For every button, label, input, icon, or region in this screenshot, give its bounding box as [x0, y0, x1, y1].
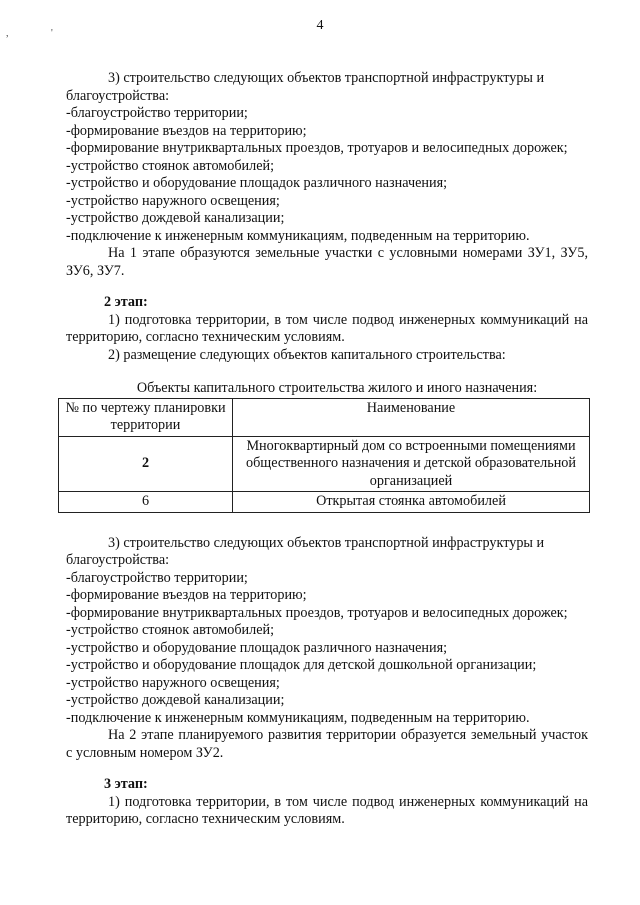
table-caption: Объекты капитального строительства жилого и иного назначения:	[136, 380, 538, 396]
block1-item: -устройство наружного освещения;	[66, 192, 280, 209]
block1-item: -формирование внутриквартальных проездов, тротуаров и велосипедных дорожек;	[66, 140, 568, 156]
block2-item: -устройство дождевой канализации;	[66, 692, 285, 708]
block2-item: -подключение к инженерным коммуникациям, подведенным на территорию.	[66, 709, 530, 726]
block2-item: -формирование внутриквартальных проездов, тротуаров и велосипедных дорожек;	[66, 604, 568, 621]
stage2-paragraph-1: 1) подготовка территории, в том числе подвод инженерных коммуникаций на территорию, согласно техническим условиям.	[66, 311, 588, 345]
table-cell-name: Открытая стоянка автомобилей	[233, 492, 590, 513]
table-row	[59, 436, 590, 492]
block2-item: -устройство наружного освещения;	[66, 674, 280, 691]
block2-item: -устройство стоянок автомобилей;	[66, 622, 275, 638]
table-cell-number: 6	[59, 492, 233, 513]
page-number: 4	[316, 18, 324, 33]
block1-item: -устройство стоянок автомобилей;	[66, 157, 275, 174]
stage2-title: 2 этап:	[104, 294, 148, 310]
objects-table	[58, 398, 590, 513]
block1-item: -устройство дождевой канализации;	[66, 210, 285, 226]
table-row	[59, 492, 590, 513]
block1-item: -устройство и оборудование площадок различного назначения;	[66, 175, 448, 191]
stage3-title: 3 этап:	[104, 776, 148, 792]
stage2-paragraph-2: 2) размещение следующих объектов капитального строительства:	[108, 346, 506, 363]
table-cell-name: Многоквартирный дом со встроенными помещениями общественного назначения и детской образовательной организацией	[233, 436, 590, 492]
block1-item: -благоустройство территории;	[66, 105, 248, 121]
block2-item: -формирование въездов на территорию;	[66, 587, 307, 603]
block2-summary: На 2 этапе планируемого развития территории образуется земельный участок с условным номером ЗУ2.	[66, 727, 588, 761]
block2-item: -благоустройство территории;	[66, 569, 248, 586]
block2-item: -устройство и оборудование площадок для детской дошкольной организации;	[66, 657, 537, 673]
block1-intro: 3) строительство следующих объектов транспортной инфраструктуры и благоустройства:	[66, 70, 545, 104]
stage3-paragraph-1: 1) подготовка территории, в том числе подвод инженерных коммуникаций на территорию, согласно техническим условиям.	[66, 793, 588, 827]
block2-intro: 3) строительство следующих объектов транспортной инфраструктуры и благоустройства:	[66, 534, 545, 568]
block2-item: -устройство и оборудование площадок различного назначения;	[66, 639, 448, 656]
block1-item: -подключение к инженерным коммуникациям, подведенным на территорию.	[66, 227, 530, 244]
table-header-row	[59, 398, 590, 436]
table-header-name: Наименование	[233, 398, 590, 436]
scan-marks: , '	[6, 28, 73, 39]
table-header-number: № по чертежу планировки территории	[59, 398, 233, 436]
block1-item: -формирование въездов на территорию;	[66, 122, 307, 139]
block1-summary: На 1 этапе образуются земельные участки с условными номерами ЗУ1, ЗУ5, ЗУ6, ЗУ7.	[66, 245, 588, 279]
table-cell-number: 2	[59, 436, 233, 492]
document-body	[66, 70, 588, 829]
